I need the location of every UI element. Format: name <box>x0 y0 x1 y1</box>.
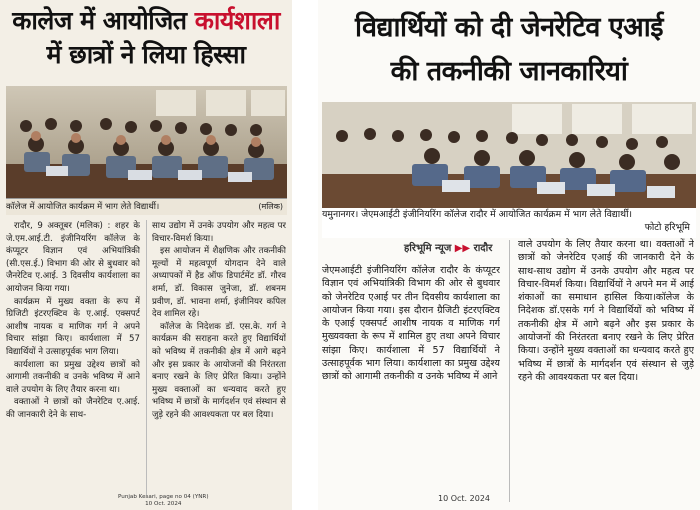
right-byline <box>404 240 492 254</box>
left-headline <box>0 4 292 72</box>
left-article-col1 <box>6 220 140 495</box>
left-headline-highlight: कार्यशाला <box>194 6 280 35</box>
right-column-divider <box>509 240 510 502</box>
left-date: 10 Oct. 2024 <box>145 501 182 507</box>
right-photo-credit: फोटो हरिभूमि <box>644 222 690 233</box>
left-col1-para2: कार्यक्रम में मुख्य वक्ता के रूप में ग्रिजिटी इंटरएक्टिव के ए.आई. एक्सपर्ट आशीष नायक व माणिक गर्ग ने अपने विचार सांझा किए। कार्यशाला में 57 विद्यार्थियों ने उत्साहपूर्वक भाग लिया। <box>6 296 140 357</box>
left-source-footer <box>118 494 209 508</box>
right-headline-line2: की तकनीकी जानकारियां <box>390 56 628 87</box>
right-caption-text: यमुनानगर। जेएमआईटी इंजीनियरिंग कॉलेज रादौर में आयोजित कार्यक्रम में भाग लेते विद्यार्थी। <box>322 209 633 220</box>
left-article-body <box>6 220 287 495</box>
left-column-divider <box>146 220 147 495</box>
right-date: 10 Oct. 2024 <box>438 494 490 503</box>
right-headline <box>318 6 700 94</box>
left-col2-para1: साथ उद्योग में उनके उपयोग और महत्व पर विचार-विमर्श किया। <box>152 221 286 244</box>
right-byline-arrow-icon: ▶▶ <box>454 243 471 254</box>
left-article-col2 <box>152 220 286 495</box>
left-caption-text: कॉलेज में आयोजित कार्यक्रम में भाग लेते विद्यार्थी। <box>6 202 160 212</box>
left-headline-part1: कालेज में आयोजित <box>12 6 195 35</box>
right-byline-source: हरिभूमि न्यूज <box>404 243 452 254</box>
right-news-clipping <box>318 0 700 510</box>
right-headline-line1: विद्यार्थियों को दी जेनरेटिव एआई <box>354 12 664 43</box>
left-col2-para2: इस आयोजन में शैक्षणिक और तकनीकी मूल्यों में महत्वपूर्ण योगदान देने वाले अध्यापकों में हैड ऑफ डिपार्टमेंट डॉ. गौरव शर्मा, डॉ. विकास जुनेजा, डॉ. शबनम प्रवीण, डॉ. भावना शर्मा, इंजीनियर कपिल देव शामिल रहे। <box>152 246 286 320</box>
left-col1-para4: वक्ताओं ने छात्रों को जैनरेटिव ए.आई. की जानकारी देने के साथ- <box>6 397 140 420</box>
left-headline-part2: में छात्रों ने लिया हिस्सा <box>46 40 246 69</box>
right-photo-caption <box>322 208 696 238</box>
left-photo-credit: (मलिक) <box>258 202 283 211</box>
left-source-line: Punjab Kesari, page no 04 (YNR) <box>118 494 209 500</box>
left-photo-caption <box>6 198 287 215</box>
right-classroom-photo <box>322 102 696 208</box>
left-classroom-photo <box>6 86 287 199</box>
left-col2-para3: कॉलेज के निदेशक डॉ. एस.के. गर्ग ने कार्यक्रम की सराहना करते हुए विद्यार्थियों को भविष्य में तकनीकी क्षेत्र में आगे बढ़ने और इस प्रकार के आयोजनों की निरंतरता बनाए रखने के लिए प्रेरित किया। उन्होंने मुख्य वक्ताओं का धन्यवाद करते हुए भविष्य में छात्रों के मार्गदर्शन एवं संस्थान से जुड़े रहने की आवश्यकता पर बल दिया। <box>152 321 286 420</box>
left-col1-para1: रादौर, 9 अक्तूबर (मलिक) : शहर के जे.एम.आई.टी. इंजीनियरिंग कॉलेज के कंप्यूटर विज्ञान एवं अभियांत्रिकी (सी.एस.ई.) विभाग की ओर से बुधवार को जैनरेटिव ए.आई. 3 दिवसीय कार्यशाला का आयोजन किया गया। <box>6 221 140 294</box>
left-col1-para3: कार्यशाला का प्रमुख उद्देश्य छात्रों को आगामी तकनीकी व उनके भविष्य में आने वाले उपयोग के लिए तैयार करना था। <box>6 359 140 395</box>
right-article-col1: जेएमआईटी इंजीनियरिंग कॉलेज रादौर के कंप्यूटर विज्ञान एवं अभियांत्रिकी विभाग की ओर से बुधवार को जेनरेटिव एआई पर तीन दिवसीय कार्यशाला का आयोजन किया गया। इस दौरान ग्रैजिटी इंटरएक्टिव के एआई एक्सपर्ट आशीष नायक व माणिक गर्ग मुख्यवक्ता के रूप में शामिल हुए तथा अपने विचार सांझा किए। कार्यशाला में 57 विद्यार्थियों ने उत्साहपूर्वक भाग लिया। कार्यशाला का प्रमुख उद्देश्य छात्रों को आगामी तकनीकी व उनके भविष्य में आने <box>322 265 500 383</box>
right-byline-place: रादौर <box>473 243 493 254</box>
left-news-clipping <box>0 0 292 510</box>
right-article-col2: वाले उपयोग के लिए तैयार करना था। वक्ताओं ने छात्रों को जेनरेटिव एआई की जानकारी देने के साथ-साथ उद्योग में उनके उपयोग और महत्व पर विचार-विमर्श किया। विद्यार्थियों ने अपने मन में आई शंकाओं का समाधान हासिल किया।कॉलेज के निदेशक डॉ.एसके गर्ग ने विद्यार्थियों को भविष्य में तकनीकी क्षेत्र में आगे बढ़ने और इस प्रकार के आयोजनों की निरंतरता बनाए रखने के लिए प्रेरित किया। उन्होंने मुख्य वक्ताओं का धन्यवाद करते हुए भविष्य में छात्रों के मार्गदर्शन एवं संस्थान से जुड़े रहने की आवश्यकता पर बल दिया। <box>518 239 694 383</box>
